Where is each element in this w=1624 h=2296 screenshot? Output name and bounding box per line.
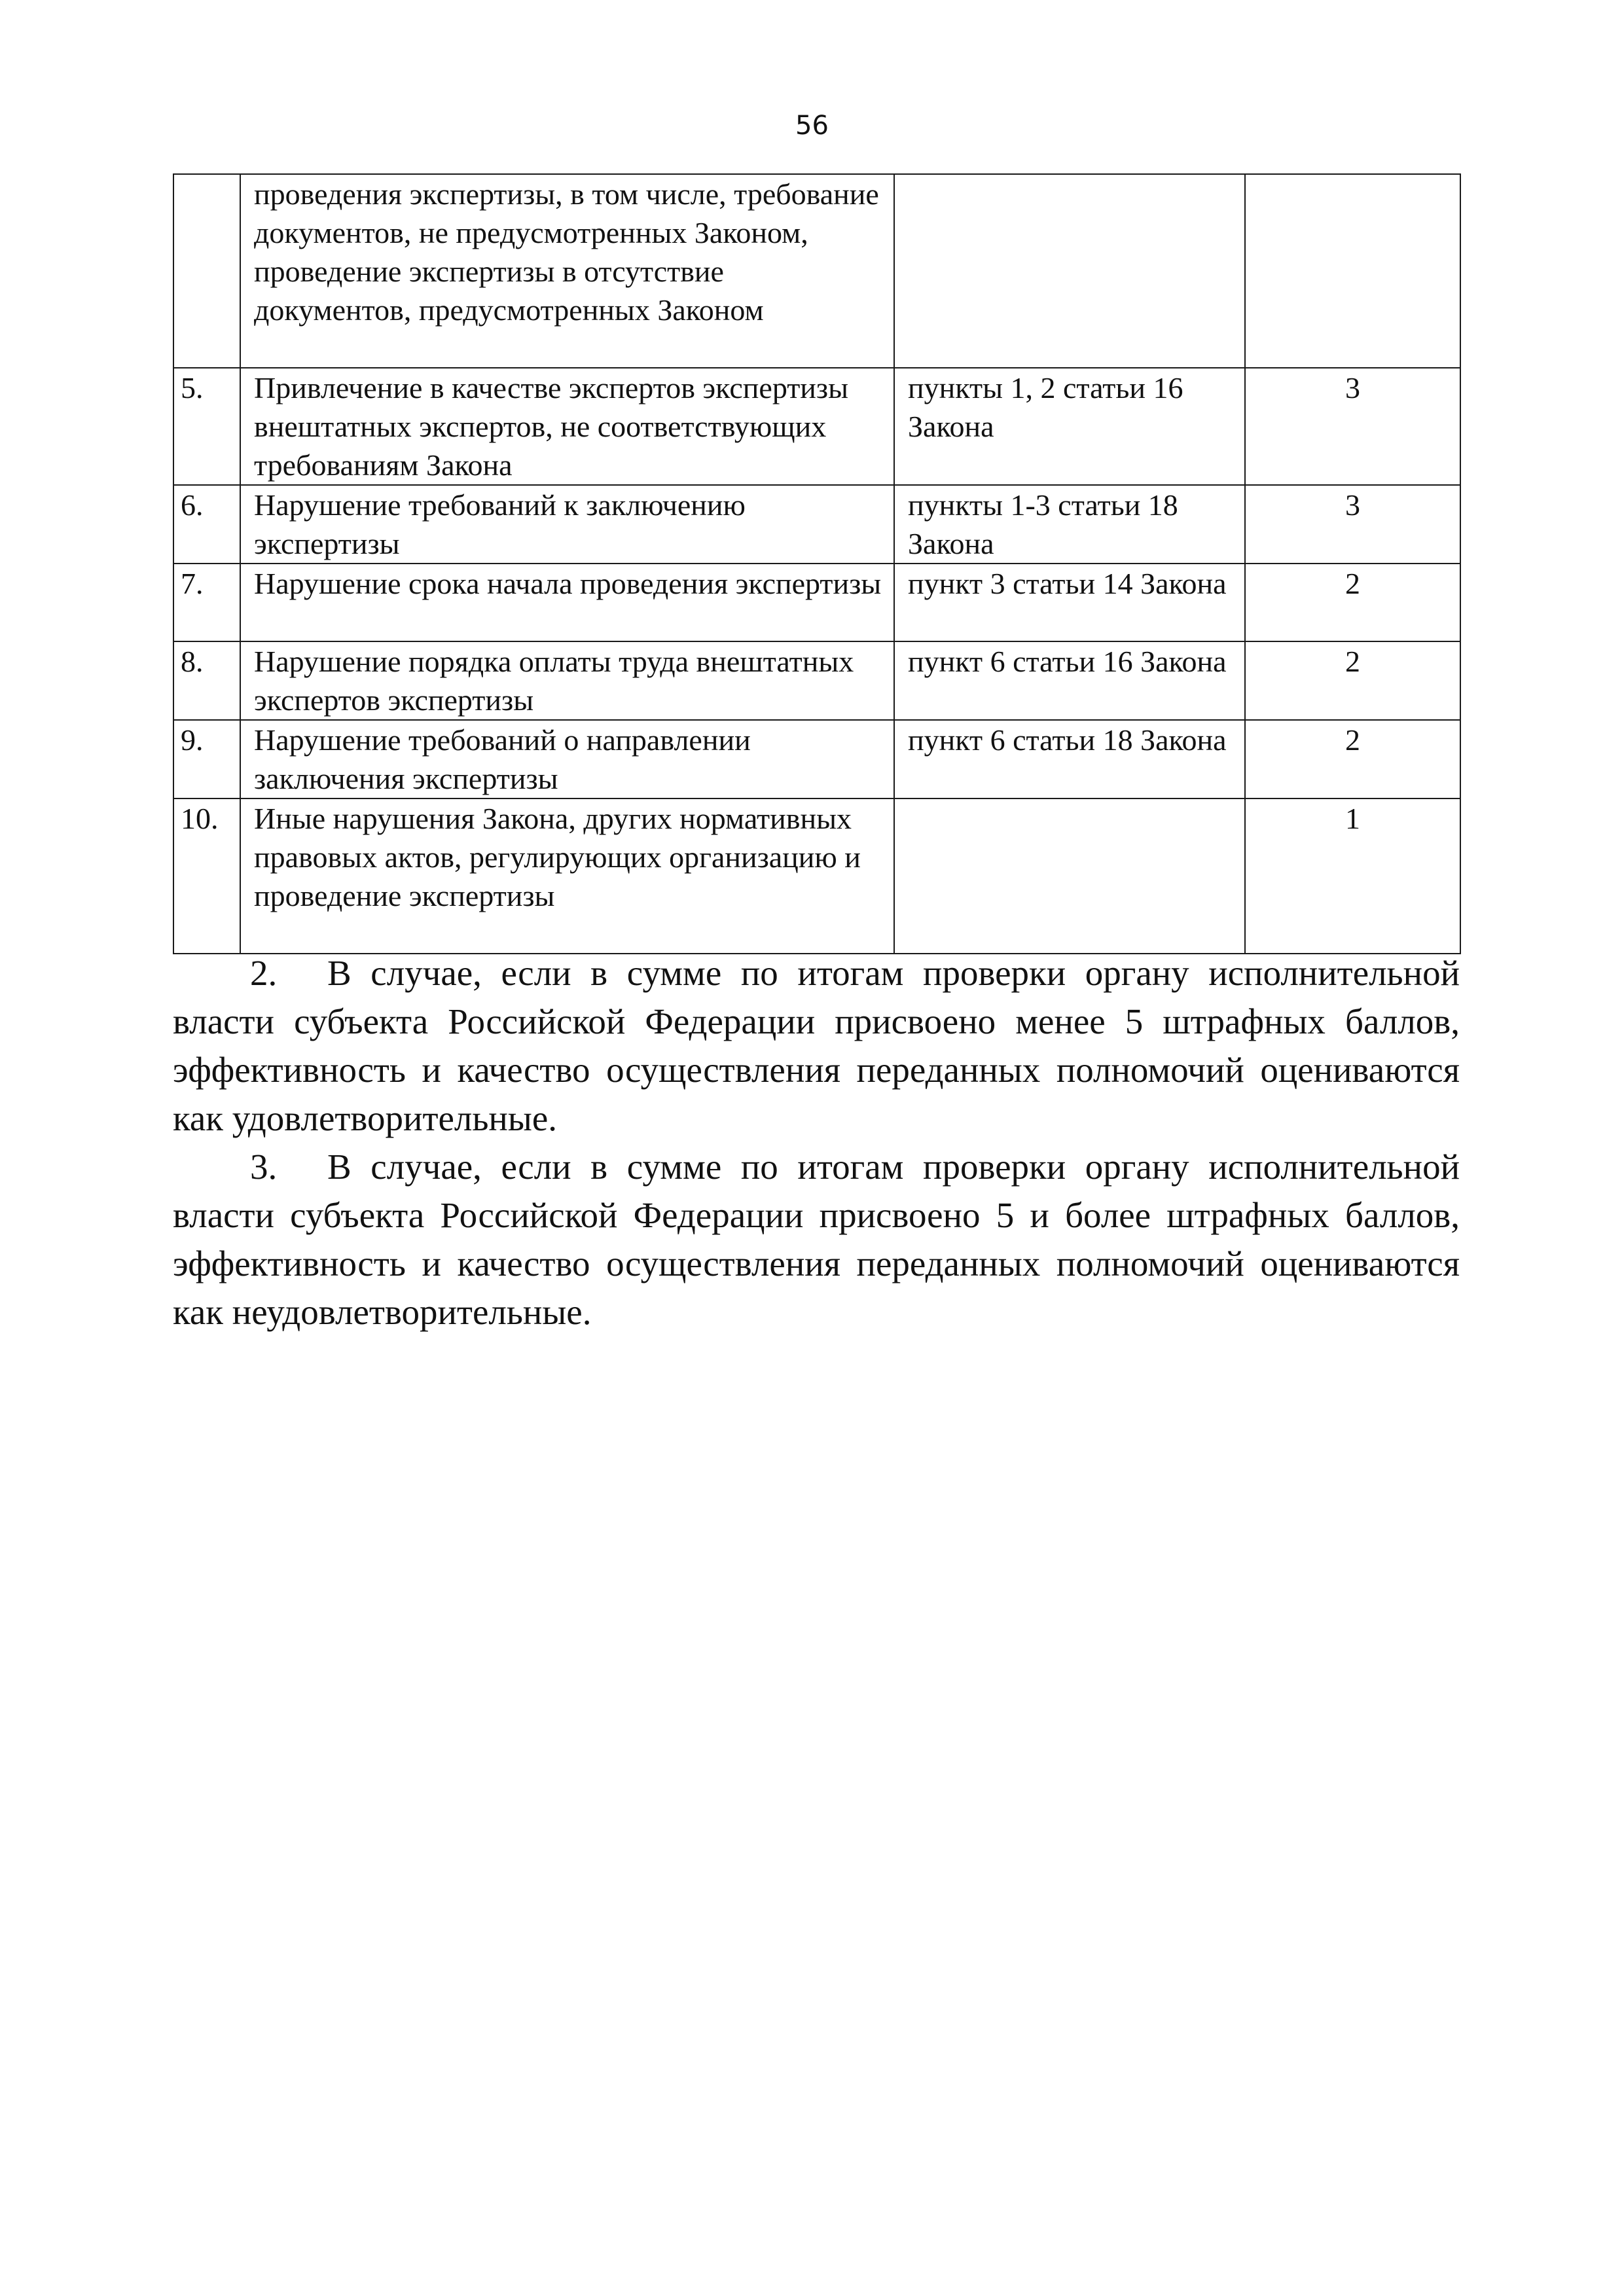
- table-row: [173, 798, 1460, 954]
- row-number: 5.: [173, 368, 240, 485]
- paragraph-3: [173, 1143, 1460, 1336]
- table-row: [173, 368, 1460, 485]
- penalty-points: 3: [1245, 368, 1460, 485]
- table-row: [173, 485, 1460, 564]
- violation-description: Нарушение требований к заключению экспертизы: [240, 485, 894, 564]
- table-row: [173, 564, 1460, 641]
- law-reference: пункт 3 статьи 14 Закона: [894, 564, 1245, 641]
- paragraph-text: В случае, если в сумме по итогам проверки органу исполнительной власти субъекта Российской Федерации присвоено 5 и более штрафных баллов, эффективность и качество осуществления переданных полномочий оцениваются как неудовлетворительные.: [173, 1147, 1460, 1332]
- row-number: 8.: [173, 641, 240, 720]
- penalty-points: [1245, 174, 1460, 368]
- paragraph-2: [173, 949, 1460, 1143]
- penalty-points: 1: [1245, 798, 1460, 954]
- paragraph-text: В случае, если в сумме по итогам проверки органу исполнительной власти субъекта Российской Федерации присвоено менее 5 штрафных баллов, эффективность и качество осуществления переданных полномочий оцениваются как удовлетворительные.: [173, 953, 1460, 1138]
- violation-description: Нарушение требований о направлении заключения экспертизы: [240, 720, 894, 798]
- penalty-points: 2: [1245, 720, 1460, 798]
- penalty-points: 2: [1245, 641, 1460, 720]
- law-reference: [894, 798, 1245, 954]
- violation-description: Иные нарушения Закона, других нормативных правовых актов, регулирующих организацию и проведение экспертизы: [240, 798, 894, 954]
- penalty-points: 3: [1245, 485, 1460, 564]
- table-row: [173, 720, 1460, 798]
- law-reference: [894, 174, 1245, 368]
- row-number: 7.: [173, 564, 240, 641]
- page-number: 56: [795, 111, 829, 141]
- penalty-points: 2: [1245, 564, 1460, 641]
- closing-paragraphs: [173, 949, 1460, 1336]
- law-reference: пункты 1, 2 статьи 16 Закона: [894, 368, 1245, 485]
- row-number: [173, 174, 240, 368]
- paragraph-number: 3.: [250, 1147, 278, 1187]
- violation-description: проведения экспертизы, в том числе, требование документов, не предусмотренных Законом, проведение экспертизы в отсутствие документов, предусмотренных Законом: [240, 174, 894, 368]
- paragraph-number: 2.: [250, 953, 278, 993]
- law-reference: пункты 1-3 статьи 18 Закона: [894, 485, 1245, 564]
- law-reference: пункт 6 статьи 16 Закона: [894, 641, 1245, 720]
- table-row: [173, 641, 1460, 720]
- row-number: 6.: [173, 485, 240, 564]
- violation-description: Нарушение срока начала проведения экспертизы: [240, 564, 894, 641]
- penalty-points-table: [173, 173, 1461, 954]
- row-number: 9.: [173, 720, 240, 798]
- violation-description: Привлечение в качестве экспертов экспертизы внештатных экспертов, не соответствующих требованиям Закона: [240, 368, 894, 485]
- table-row: [173, 174, 1460, 368]
- law-reference: пункт 6 статьи 18 Закона: [894, 720, 1245, 798]
- violation-description: Нарушение порядка оплаты труда внештатных экспертов экспертизы: [240, 641, 894, 720]
- row-number: 10.: [173, 798, 240, 954]
